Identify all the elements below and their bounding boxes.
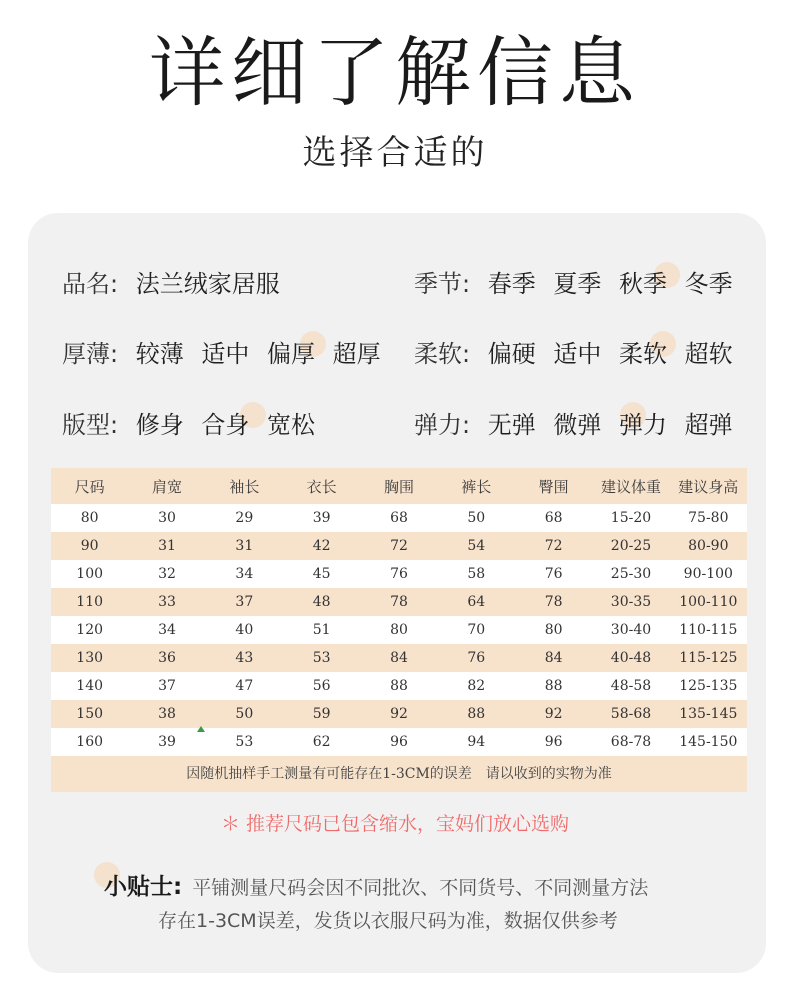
table-cell: 160 (76, 734, 104, 750)
table-cell: 15-20 (610, 510, 652, 526)
table-cell: 51 (312, 622, 331, 638)
attr-softness (414, 338, 733, 370)
attr-label: 厚薄: (62, 340, 119, 368)
table-cell: 37 (235, 594, 254, 610)
table-cell: 145-150 (679, 734, 738, 750)
table-cell: 34 (158, 622, 176, 638)
table-cell: 88 (544, 678, 563, 694)
table-cell: 40-48 (610, 650, 652, 666)
attr-option: 较薄 (135, 340, 184, 368)
table-row (51, 700, 747, 728)
attr-option: 偏硬 (487, 340, 536, 368)
table-cell: 43 (235, 650, 254, 666)
table-cell: 76 (544, 566, 563, 582)
table-row (51, 728, 747, 756)
table-cell: 92 (544, 706, 563, 722)
table-cell: 96 (390, 734, 408, 750)
table-cell: 37 (158, 678, 176, 694)
table-cell: 100-110 (679, 594, 738, 610)
attr-elasticity (414, 409, 733, 441)
table-cell: 56 (312, 678, 331, 694)
table-row (51, 644, 747, 672)
table-cell: 38 (158, 706, 176, 722)
attr-option: 修身 (135, 411, 184, 439)
table-cell: 120 (76, 622, 104, 638)
table-cell: 68 (544, 510, 563, 526)
table-header-cell: 肩宽 (151, 477, 182, 496)
table-cell: 31 (235, 538, 254, 554)
table-header-cell: 臀围 (538, 477, 569, 496)
attr-option: 适中 (201, 340, 250, 368)
table-cell: 72 (390, 538, 408, 554)
table-cell: 75-80 (688, 510, 729, 526)
attr-product-name (62, 268, 280, 300)
tips-text-2: 存在1-3CM误差，发货以衣服尺码为准，数据仅供参考 (158, 910, 618, 932)
table-cell: 30-35 (610, 594, 652, 610)
table-cell: 110 (76, 594, 104, 610)
table-cell: 115-125 (679, 650, 738, 666)
table-header-cell: 建议身高 (678, 477, 739, 496)
table-cell: 36 (158, 650, 176, 666)
attr-label: 季节: (414, 270, 471, 298)
attr-thickness (62, 338, 381, 370)
table-cell: 29 (235, 510, 254, 526)
attr-option: 合身 (201, 411, 250, 439)
table-cell: 100 (76, 566, 104, 582)
table-cell: 53 (312, 650, 331, 666)
attr-option: 无弹 (487, 411, 536, 439)
table-row (51, 532, 747, 560)
table-cell: 64 (467, 594, 486, 610)
table-cell: 96 (544, 734, 563, 750)
table-cell: 33 (158, 594, 176, 610)
table-cell: 50 (235, 706, 254, 722)
table-header-row (51, 468, 747, 504)
decor-mark (197, 726, 205, 732)
table-cell: 58 (467, 566, 486, 582)
table-cell: 20-25 (610, 538, 652, 554)
table-cell: 34 (235, 566, 254, 582)
table-cell: 40 (235, 622, 254, 638)
attr-label: 品名: (62, 270, 119, 298)
page-subtitle: 选择合适的 (302, 133, 488, 173)
table-cell: 50 (467, 510, 486, 526)
table-cell: 80 (390, 622, 408, 638)
tips-label: 小贴士: (104, 874, 183, 900)
table-cell: 78 (544, 594, 563, 610)
table-cell: 82 (467, 678, 486, 694)
table-cell: 53 (235, 734, 254, 750)
page-title: 详细了解信息 (149, 28, 641, 117)
attr-option: 微弹 (553, 411, 602, 439)
table-cell: 25-30 (610, 566, 652, 582)
table-cell: 150 (76, 706, 104, 722)
table-cell: 140 (76, 678, 104, 694)
attr-season (414, 268, 733, 300)
table-cell: 31 (158, 538, 176, 554)
table-cell: 48 (312, 594, 331, 610)
table-cell: 90-100 (683, 566, 733, 582)
table-cell: 72 (544, 538, 563, 554)
attr-option: 偏厚 (267, 340, 316, 368)
table-cell: 130 (76, 650, 104, 666)
attr-label: 柔软: (414, 340, 471, 368)
table-cell: 32 (158, 566, 176, 582)
table-cell: 80 (80, 510, 99, 526)
table-header-cell: 裤长 (461, 477, 492, 496)
table-cell: 76 (390, 566, 408, 582)
table-row (51, 588, 747, 616)
table-cell: 68-78 (610, 734, 652, 750)
attr-value: 法兰绒家居服 (135, 270, 280, 298)
table-cell: 42 (312, 538, 331, 554)
table-cell: 88 (467, 706, 486, 722)
table-cell: 125-135 (679, 678, 738, 694)
table-cell: 90 (80, 538, 99, 554)
table-cell: 48-58 (610, 678, 652, 694)
table-cell: 47 (235, 678, 254, 694)
measurement-note: 因随机抽样手工测量有可能存在1-3CM的误差 请以收到的实物为准 (51, 756, 747, 792)
table-cell: 39 (158, 734, 176, 750)
table-cell: 62 (312, 734, 331, 750)
table-row (51, 504, 747, 532)
attr-option: 弹力 (619, 411, 668, 439)
table-header-cell: 建议体重 (600, 477, 661, 496)
table-cell: 94 (467, 734, 486, 750)
attr-option: 超厚 (332, 340, 381, 368)
size-table (51, 468, 747, 756)
recommend-note: ＊ 推荐尺码已包含缩水，宝妈们放心选购 (220, 813, 570, 835)
attr-option: 秋季 (619, 270, 668, 298)
table-header-cell: 胸围 (383, 477, 414, 496)
table-cell: 54 (467, 538, 486, 554)
table-cell: 76 (467, 650, 486, 666)
attr-label: 弹力: (414, 411, 471, 439)
tips-line-1 (104, 872, 648, 904)
table-cell: 30 (158, 510, 176, 526)
attr-option: 柔软 (619, 340, 668, 368)
table-cell: 80-90 (688, 538, 729, 554)
table-cell: 88 (390, 678, 408, 694)
table-header-cell: 尺码 (74, 477, 105, 496)
table-row (51, 560, 747, 588)
attr-option: 春季 (487, 270, 536, 298)
attr-option: 适中 (553, 340, 602, 368)
table-cell: 135-145 (679, 706, 738, 722)
table-cell: 78 (390, 594, 408, 610)
table-cell: 92 (390, 706, 408, 722)
table-cell: 84 (390, 650, 408, 666)
table-cell: 84 (544, 650, 563, 666)
table-header-cell: 袖长 (229, 477, 260, 496)
attr-option: 夏季 (553, 270, 602, 298)
table-header-cell: 衣长 (306, 477, 337, 496)
attr-fit (62, 409, 315, 441)
table-cell: 80 (544, 622, 563, 638)
attr-label: 版型: (62, 411, 119, 439)
attr-option: 冬季 (684, 270, 733, 298)
attr-option: 超软 (684, 340, 733, 368)
table-row (51, 616, 747, 644)
table-cell: 70 (467, 622, 486, 638)
table-cell: 58-68 (610, 706, 652, 722)
table-cell: 110-115 (679, 622, 738, 638)
table-cell: 59 (312, 706, 331, 722)
tips-text-1: 平铺测量尺码会因不同批次、不同货号、不同测量方法 (192, 877, 649, 899)
table-cell: 30-40 (610, 622, 652, 638)
attr-option: 宽松 (267, 411, 316, 439)
table-cell: 68 (390, 510, 408, 526)
table-cell: 45 (312, 566, 331, 582)
attr-option: 超弹 (684, 411, 733, 439)
table-cell: 39 (312, 510, 331, 526)
table-row (51, 672, 747, 700)
